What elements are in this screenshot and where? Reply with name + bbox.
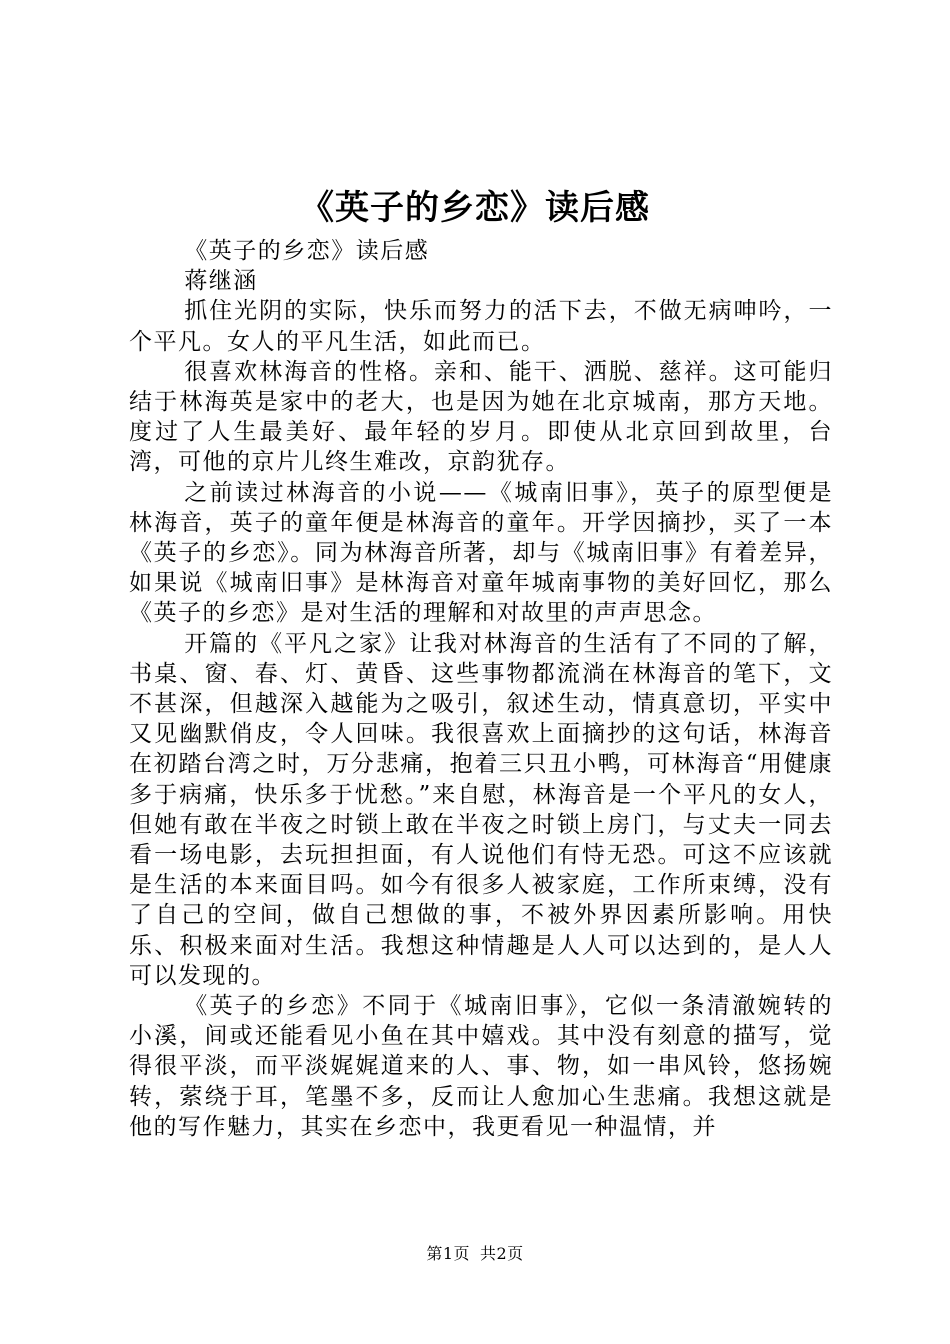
page-footer	[0, 1243, 950, 1265]
paragraph-5: 《英子的乡恋》不同于《城南旧事》，它似一条清澈婉转的小溪，间或还能看见小鱼在其中嬉戏。其中没有刻意的描写，觉得很平淡，而平淡娓娓道来的人、事、物，如一串风铃，悠扬婉转，萦绕于耳，笔墨不多，反而让人愈加心生悲痛。我想这就是他的写作魅力，其实在乡恋中，我更看见一种温情，并	[129, 993, 833, 1140]
paragraph-repeated-title: 《英子的乡恋》读后感	[184, 238, 430, 264]
paragraph-4: 开篇的《平凡之家》让我对林海音的生活有了不同的了解，书桌、窗、春、灯、黄昏、这些事物都流淌在林海音的笔下，文不甚深，但越深入越能为之吸引，叙述生动，情真意切，平实中又见幽默俏皮，令人回味。我很喜欢上面摘抄的这句话，林海音在初踏台湾之时，万分悲痛，抱着三只丑小鸭，可林海音“用健康多于病痛，快乐多于忧愁。”来自慰，林海音是一个平凡的女人，但她有敢在半夜之时锁上敢在半夜之时锁上房门，与丈夫一同去看一场电影，去玩担担面，有人说他们有恃无恐。可这不应该就是生活的本来面目吗。如今有很多人被家庭，工作所束缚，没有了自己的空间，做自己想做的事，不被外界因素所影响。用快乐、积极来面对生活。我想这种情趣是人人可以达到的，是人人可以发现的。	[129, 630, 833, 989]
document-body	[129, 236, 833, 1142]
paragraph-author: 蒋继涵	[184, 268, 258, 295]
paragraph-2: 很喜欢林海音的性格。亲和、能干、洒脱、慈祥。这可能归结于林海英是家中的老大，也是因为她在北京城南，那方天地。度过了人生最美好、最年轻的岁月。即使从北京回到故里，台湾，可他的京片儿终生难改，京韵犹存。	[129, 358, 833, 476]
paragraph-3: 之前读过林海音的小说——《城南旧事》，英子的原型便是林海音，英子的童年便是林海音的童年。开学因摘抄，买了一本《英子的乡恋》。同为林海音所著，却与《城南旧事》有着差异，如果说《城南旧事》是林海音对童年城南事物的美好回忆，那么《英子的乡恋》是对生活的理解和对故里的声声思念。	[129, 479, 833, 627]
page-number: 第1页	[426, 1244, 470, 1263]
paragraph-1: 抓住光阴的实际，快乐而努力的活下去，不做无病呻吟，一个平凡。女人的平凡生活，如此而已。	[129, 298, 833, 355]
page-total: 共2页	[480, 1244, 524, 1263]
document-title: 《英子的乡恋》读后感	[300, 188, 650, 228]
